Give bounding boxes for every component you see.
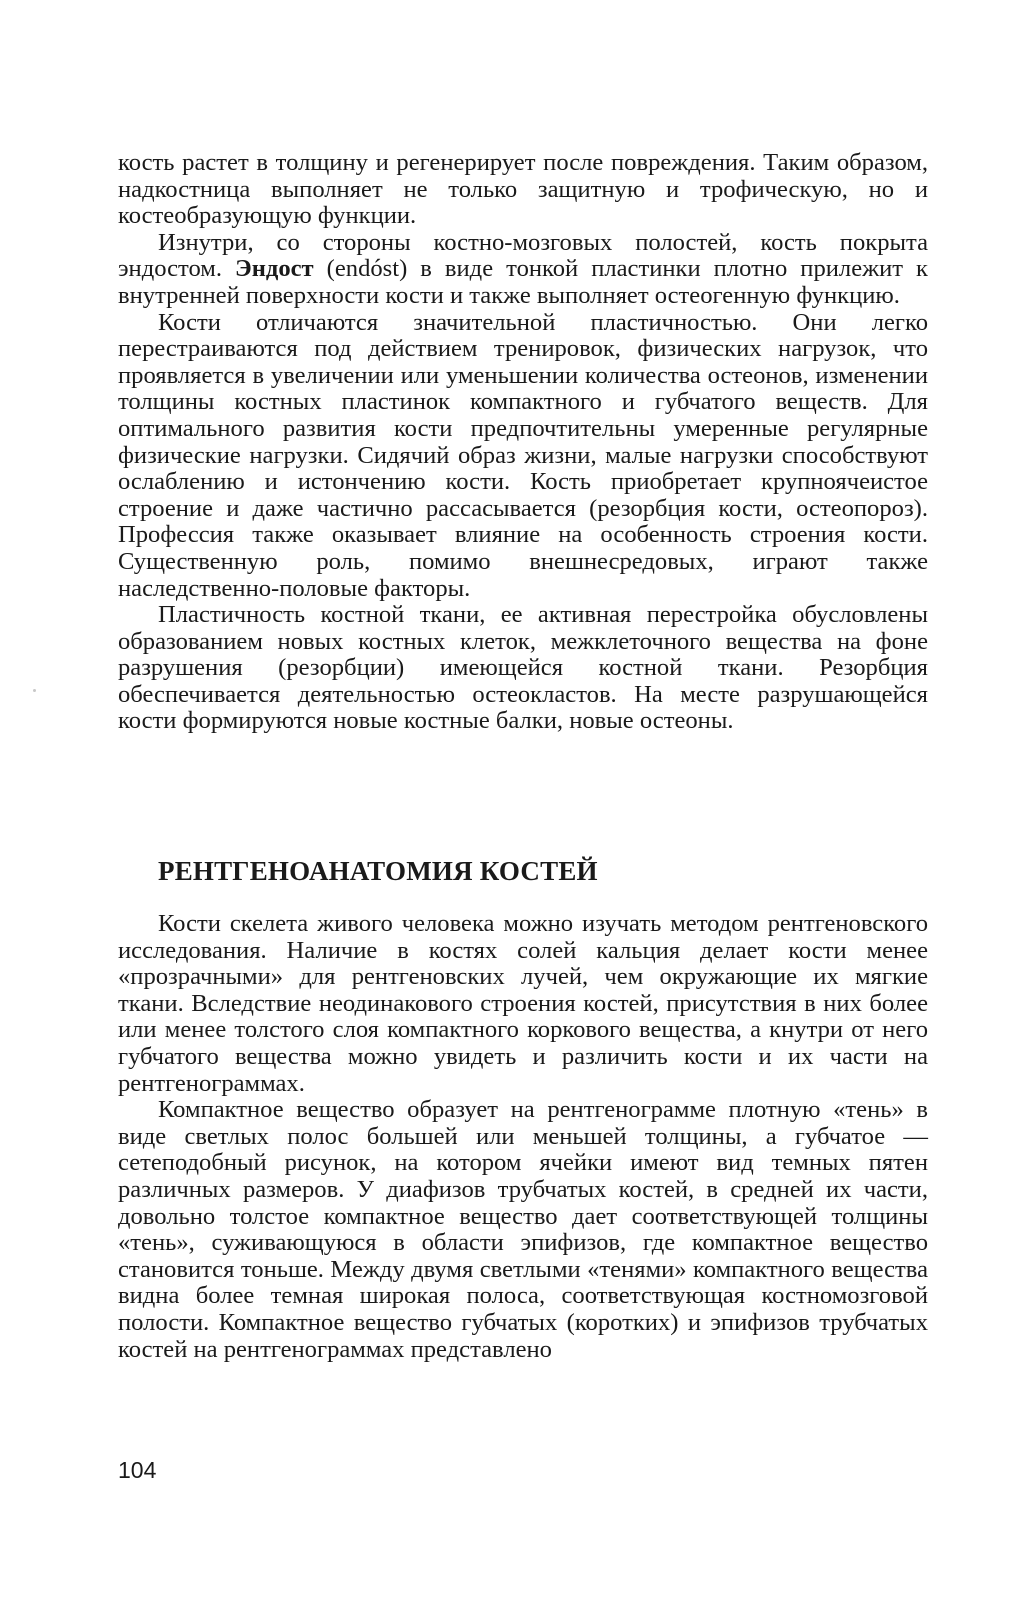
margin-speck — [33, 689, 36, 692]
paragraph-endosteum — [118, 230, 928, 310]
paragraph-bone-remodeling: Пластичность костной ткани, ее активная перестройка обусловлены образованием новых костных клеток, межклеточного вещества на фоне разрушения (резорбции) имеющейся костной ткани. Резорбция обеспечивается деятельностью остеокластов. На месте разрушающейся кости формируются новые костные балки, новые остеоны. — [118, 601, 928, 735]
paragraph-plasticity: Кости отличаются значительной пластичностью. Они легко перестраиваются под действием тренировок, физических нагрузок, что проявляется в увеличении или уменьшении количества остеонов, изменении толщины костных пластинок компактного и губчатого веществ. Для оптимального развития кости предпочтительны умеренные регулярные физические нагрузки. Сидячий образ жизни, малые нагрузки способствуют ослаблению и истончению кости. Кость приобретает крупноячеистое строение и даже частично рассасывается (резорбция кости, остеопороз). Профессия также оказывает влияние на особенность строения кости. Существенную роль, помимо внешнесредовых, играют также наследственно-половые факторы. — [118, 308, 928, 602]
paragraph-continuation: кость растет в толщину и регенерирует после повреждения. Таким образом, надкостница выполняет не только защитную и трофическую, но и костеобразующую функции. — [118, 149, 928, 230]
section-heading: РЕНТГЕНОАНАТОМИЯ КОСТЕЙ — [158, 856, 598, 886]
paragraph-endosteum-after: (endóst) в виде тонкой пластинки плотно прилежит к внутренней поверхности кости и также выполняет остеогенную функцию. — [118, 255, 928, 309]
paragraph-xray-intro: Кости скелета живого человека можно изучать методом рентгеновского исследования. Наличие в костях солей кальция делает кости менее «прозрачными» для рентгеновских лучей, чем окружающие их мягкие ткани. Вследствие неодинакового строения костей, присутствия в них более или менее толстого слоя компактного коркового вещества, а кнутри от него губчатого вещества можно увидеть и различить кости и их части на рентгенограммах. — [118, 910, 928, 1097]
page-number: 104 — [118, 1457, 157, 1483]
paragraph-compact-substance: Компактное вещество образует на рентгенограмме плотную «тень» в виде светлых полос большей или меньшей толщины, а губчатое — сетеподобный рисунок, на котором ячейки имеют вид темных пятен различных размеров. У диафизов трубчатых костей, в средней их части, довольно толстое компактное вещество дает соответствующей толщины «тень», суживающуюся в области эпифизов, где компактное вещество становится тоньше. Между двумя светлыми «тенями» компактного вещества видна более темная широкая полоса, соответствующая костномозговой полости. Компактное вещество губчатых (коротких) и эпифизов трубчатых костей на рентгенограммах представлено — [118, 1096, 928, 1363]
text-block-upper — [118, 150, 928, 735]
text-block-lower — [118, 911, 928, 1363]
paragraph-endosteum-before: Изнутри, со стороны костно-мозговых полостей, кость покрыта эндостом. — [118, 228, 928, 283]
term-endosteum: Эндост — [235, 255, 314, 283]
